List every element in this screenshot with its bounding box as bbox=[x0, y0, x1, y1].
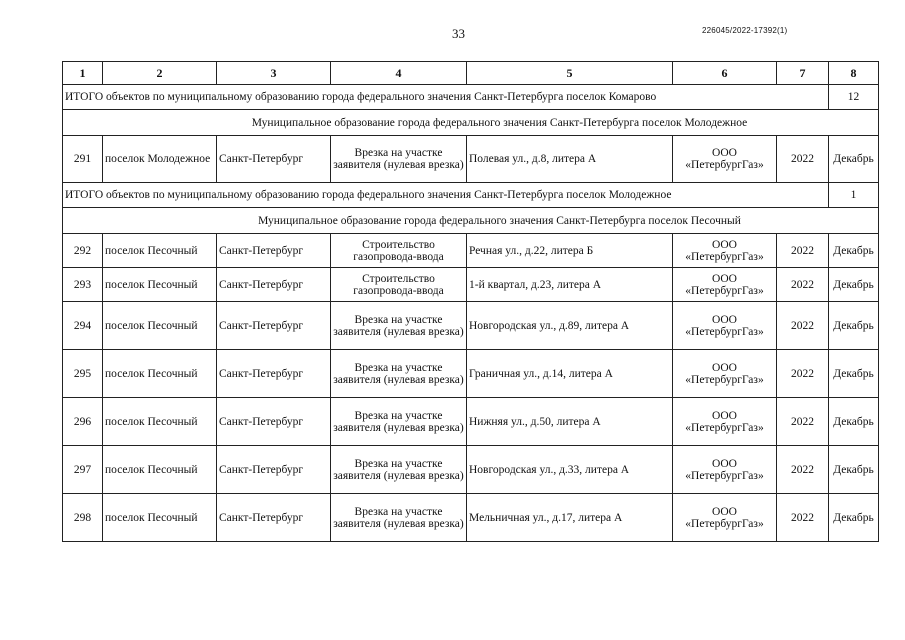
cell-org: ООО «ПетербургГаз» bbox=[673, 136, 777, 183]
cell-address: Нижняя ул., д.50, литера А bbox=[467, 398, 673, 446]
section-row bbox=[63, 110, 879, 136]
cell-month: Декабрь bbox=[829, 302, 879, 350]
cell-year: 2022 bbox=[777, 494, 829, 542]
cell-settlement: поселок Песочный bbox=[103, 350, 217, 398]
cell-city: Санкт-Петербург bbox=[217, 446, 331, 494]
cell-month: Декабрь bbox=[829, 494, 879, 542]
cell-org: ООО «ПетербургГаз» bbox=[673, 446, 777, 494]
section-title: Муниципальное образование города федерального значения Санкт-Петербурга поселок Песочный bbox=[63, 208, 879, 234]
table-row bbox=[63, 494, 879, 542]
total-row bbox=[63, 183, 879, 208]
cell-work: Врезка на участке заявителя (нулевая врезка) bbox=[331, 494, 467, 542]
cell-city: Санкт-Петербург bbox=[217, 494, 331, 542]
cell-month: Декабрь bbox=[829, 398, 879, 446]
cell-year: 2022 bbox=[777, 350, 829, 398]
total-count: 1 bbox=[829, 183, 879, 208]
cell-work: Строительство газопровода-ввода bbox=[331, 234, 467, 268]
cell-work: Врезка на участке заявителя (нулевая врезка) bbox=[331, 446, 467, 494]
col-header: 1 bbox=[63, 62, 103, 85]
cell-year: 2022 bbox=[777, 446, 829, 494]
cell-year: 2022 bbox=[777, 268, 829, 302]
cell-number: 295 bbox=[63, 350, 103, 398]
cell-city: Санкт-Петербург bbox=[217, 234, 331, 268]
cell-address: Полевая ул., д.8, литера А bbox=[467, 136, 673, 183]
cell-work: Строительство газопровода-ввода bbox=[331, 268, 467, 302]
section-row bbox=[63, 208, 879, 234]
table-row bbox=[63, 234, 879, 268]
cell-year: 2022 bbox=[777, 234, 829, 268]
cell-city: Санкт-Петербург bbox=[217, 398, 331, 446]
col-header: 8 bbox=[829, 62, 879, 85]
cell-month: Декабрь bbox=[829, 234, 879, 268]
cell-settlement: поселок Песочный bbox=[103, 398, 217, 446]
cell-number: 291 bbox=[63, 136, 103, 183]
cell-address: Речная ул., д.22, литера Б bbox=[467, 234, 673, 268]
cell-settlement: поселок Песочный bbox=[103, 446, 217, 494]
cell-month: Декабрь bbox=[829, 446, 879, 494]
cell-city: Санкт-Петербург bbox=[217, 268, 331, 302]
cell-address: Новгородская ул., д.89, литера А bbox=[467, 302, 673, 350]
cell-settlement: поселок Молодежное bbox=[103, 136, 217, 183]
table-row bbox=[63, 302, 879, 350]
table-row bbox=[63, 398, 879, 446]
cell-org: ООО «ПетербургГаз» bbox=[673, 268, 777, 302]
total-label: ИТОГО объектов по муниципальному образованию города федерального значения Санкт-Петербурга поселок Молодежное bbox=[63, 183, 829, 208]
cell-org: ООО «ПетербургГаз» bbox=[673, 494, 777, 542]
table-row bbox=[63, 446, 879, 494]
col-header: 5 bbox=[467, 62, 673, 85]
cell-month: Декабрь bbox=[829, 136, 879, 183]
col-header: 3 bbox=[217, 62, 331, 85]
cell-address: Граничная ул., д.14, литера А bbox=[467, 350, 673, 398]
col-header: 2 bbox=[103, 62, 217, 85]
total-row bbox=[63, 85, 879, 110]
cell-address: Мельничная ул., д.17, литера А bbox=[467, 494, 673, 542]
total-count: 12 bbox=[829, 85, 879, 110]
cell-month: Декабрь bbox=[829, 350, 879, 398]
cell-settlement: поселок Песочный bbox=[103, 234, 217, 268]
table-row bbox=[63, 268, 879, 302]
header-row bbox=[63, 62, 879, 85]
cell-year: 2022 bbox=[777, 136, 829, 183]
cell-settlement: поселок Песочный bbox=[103, 494, 217, 542]
cell-org: ООО «ПетербургГаз» bbox=[673, 350, 777, 398]
cell-org: ООО «ПетербургГаз» bbox=[673, 234, 777, 268]
col-header: 6 bbox=[673, 62, 777, 85]
document-id: 226045/2022-17392(1) bbox=[702, 26, 788, 35]
section-title: Муниципальное образование города федерального значения Санкт-Петербурга поселок Молодежное bbox=[63, 110, 879, 136]
table-row bbox=[63, 136, 879, 183]
cell-address: 1-й квартал, д.23, литера А bbox=[467, 268, 673, 302]
cell-work: Врезка на участке заявителя (нулевая врезка) bbox=[331, 302, 467, 350]
cell-city: Санкт-Петербург bbox=[217, 302, 331, 350]
cell-city: Санкт-Петербург bbox=[217, 136, 331, 183]
cell-work: Врезка на участке заявителя (нулевая врезка) bbox=[331, 398, 467, 446]
cell-settlement: поселок Песочный bbox=[103, 268, 217, 302]
cell-number: 298 bbox=[63, 494, 103, 542]
cell-number: 297 bbox=[63, 446, 103, 494]
cell-number: 294 bbox=[63, 302, 103, 350]
cell-settlement: поселок Песочный bbox=[103, 302, 217, 350]
col-header: 4 bbox=[331, 62, 467, 85]
cell-month: Декабрь bbox=[829, 268, 879, 302]
total-label: ИТОГО объектов по муниципальному образованию города федерального значения Санкт-Петербурга поселок Комарово bbox=[63, 85, 829, 110]
cell-org: ООО «ПетербургГаз» bbox=[673, 398, 777, 446]
cell-number: 292 bbox=[63, 234, 103, 268]
cell-work: Врезка на участке заявителя (нулевая врезка) bbox=[331, 136, 467, 183]
cell-city: Санкт-Петербург bbox=[217, 350, 331, 398]
works-table bbox=[62, 61, 879, 542]
cell-address: Новгородская ул., д.33, литера А bbox=[467, 446, 673, 494]
col-header: 7 bbox=[777, 62, 829, 85]
cell-year: 2022 bbox=[777, 398, 829, 446]
page-number: 33 bbox=[452, 26, 465, 41]
table-row bbox=[63, 350, 879, 398]
cell-org: ООО «ПетербургГаз» bbox=[673, 302, 777, 350]
cell-number: 293 bbox=[63, 268, 103, 302]
cell-number: 296 bbox=[63, 398, 103, 446]
cell-year: 2022 bbox=[777, 302, 829, 350]
cell-work: Врезка на участке заявителя (нулевая врезка) bbox=[331, 350, 467, 398]
